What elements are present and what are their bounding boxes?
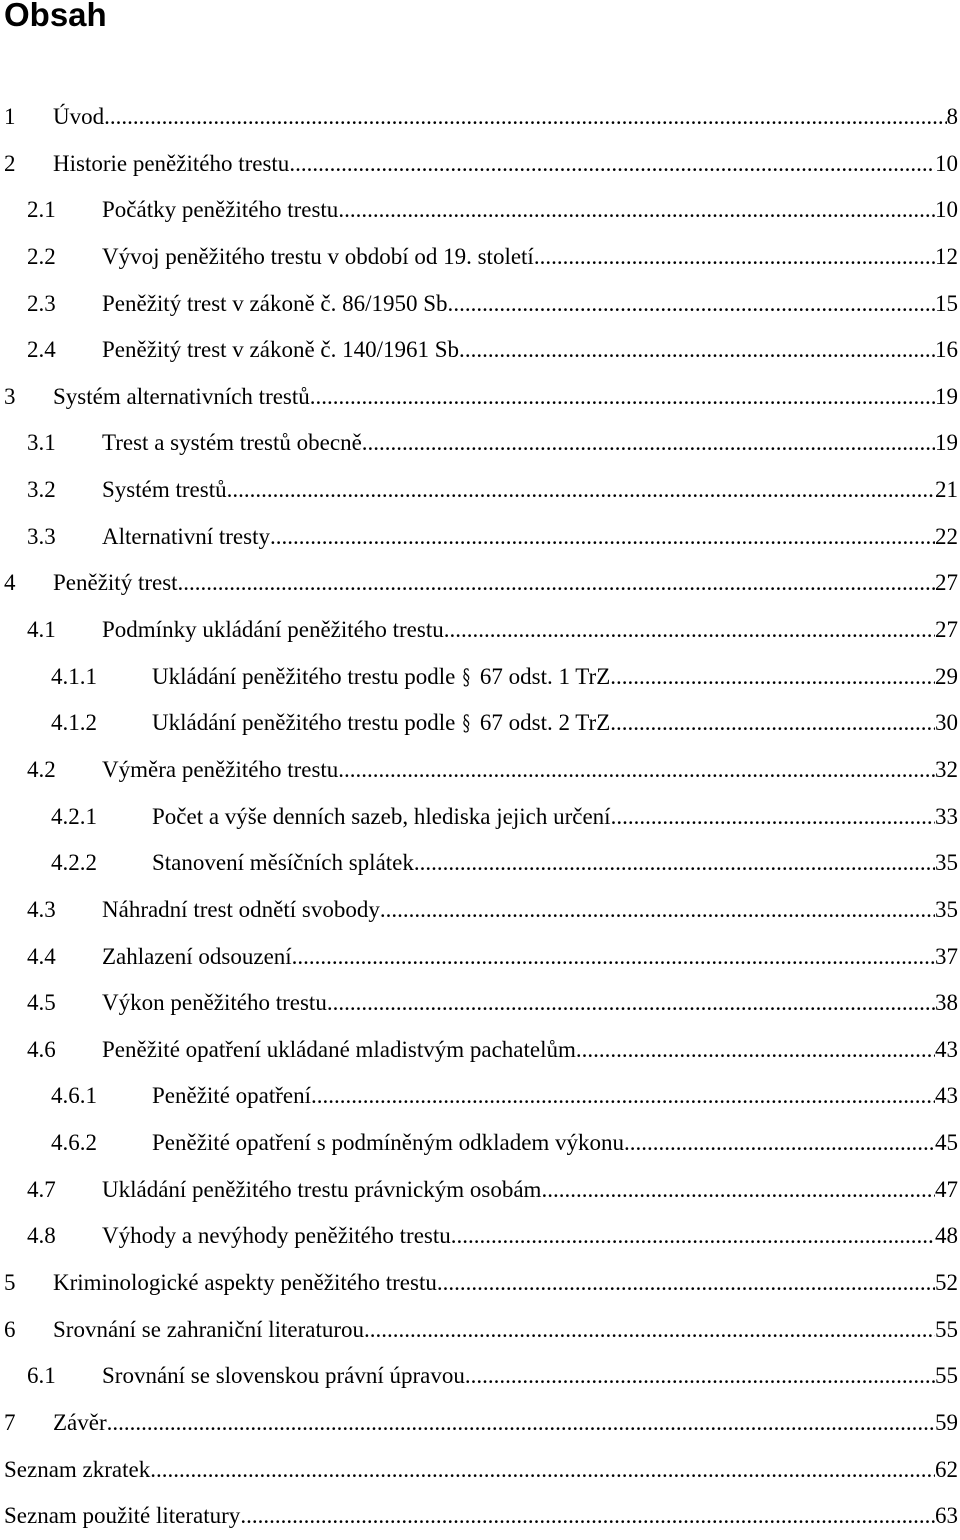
toc-entry[interactable]	[0, 654, 960, 701]
toc-entry-label: Peněžitý trest v zákoně č. 86/1950 Sb.	[102, 290, 454, 316]
toc-dot-leader	[444, 607, 935, 654]
toc-entry-label-part: 67 odst. 1 TrZ	[479, 663, 611, 689]
toc-entry-label: Vývoj peněžitého trestu v období od 19. století	[102, 243, 534, 269]
toc-entry-number: 4.1	[27, 617, 56, 643]
section-sign: §	[462, 664, 471, 689]
toc-entry[interactable]	[0, 607, 960, 654]
toc-entry[interactable]	[0, 1027, 960, 1074]
toc-entry-page: 37	[935, 943, 958, 969]
toc-entry-label: Výměra peněžitého trestu	[102, 756, 339, 782]
toc-dot-leader	[104, 94, 946, 141]
toc-entry-number: 4.6.1	[51, 1083, 97, 1109]
toc-entry-label: Peněžitý trest	[53, 570, 178, 596]
toc-entry-number: 2.2	[27, 243, 56, 269]
toc-dot-leader	[178, 560, 935, 607]
toc-entry[interactable]	[0, 980, 960, 1027]
toc-entry-page: 8	[946, 104, 958, 129]
toc-entry-number: 2	[4, 150, 16, 176]
toc-dot-leader	[610, 654, 935, 701]
toc-entry-label: Seznam použité literatury	[4, 1503, 241, 1529]
toc-dot-leader	[311, 1073, 935, 1120]
toc-entry-page: 12	[935, 243, 958, 269]
toc-entry-label: Výhody a nevýhody peněžitého trestu	[102, 1223, 451, 1249]
toc-entry-number: 4.8	[27, 1223, 56, 1249]
toc-dot-leader	[453, 281, 935, 328]
toc-entry[interactable]	[0, 700, 960, 747]
toc-entry-label: Kriminologické aspekty peněžitého trestu	[53, 1270, 437, 1296]
toc-entry-number: 4.5	[27, 990, 56, 1016]
toc-entry-number: 6.1	[27, 1363, 56, 1389]
toc-entry-label: Peněžité opatření ukládané mladistvým pachatelům	[102, 1036, 576, 1062]
toc-entry-label: Výkon peněžitého trestu	[102, 990, 327, 1016]
toc-entry-label: Podmínky ukládání peněžitého trestu	[102, 617, 444, 643]
toc-entry-label: Peněžitý trest v zákoně č. 140/1961 Sb.	[102, 337, 465, 363]
toc-entry-label: Stanovení měsíčních splátek	[152, 850, 414, 876]
toc-entry-number: 2.1	[27, 197, 56, 223]
toc-entry-label: Zahlazení odsouzení	[102, 943, 292, 969]
toc-entry[interactable]	[0, 1307, 960, 1354]
toc-entry[interactable]	[0, 1073, 960, 1120]
toc-entry-page: 32	[935, 756, 958, 782]
toc-entry-page: 35	[935, 850, 958, 876]
toc-entry-number: 4.1.1	[51, 663, 97, 689]
toc-entry-page: 10	[935, 150, 958, 176]
toc-entry-number: 4.6	[27, 1036, 56, 1062]
toc-entry[interactable]	[0, 94, 960, 141]
toc-entry-page: 55	[935, 1316, 958, 1342]
toc-entry[interactable]	[0, 1213, 960, 1260]
toc-entry[interactable]	[0, 1400, 960, 1447]
toc-entry-page: 27	[935, 617, 958, 643]
toc-entry[interactable]	[0, 794, 960, 841]
toc-entry-number: 4.2.2	[51, 850, 97, 876]
toc-dot-leader	[150, 1447, 935, 1494]
toc-entry[interactable]	[0, 281, 960, 328]
toc-entry-page: 19	[935, 430, 958, 456]
toc-entry[interactable]	[0, 840, 960, 887]
toc-entry-label	[152, 654, 610, 701]
toc-dot-leader	[227, 467, 935, 514]
toc-entry-page: 27	[935, 570, 958, 596]
toc-entry[interactable]	[0, 934, 960, 981]
toc-dot-leader	[465, 1353, 935, 1400]
toc-entry-number: 2.4	[27, 337, 56, 363]
toc-entry-page: 29	[935, 663, 958, 689]
toc-entry[interactable]	[0, 514, 960, 561]
toc-title: Obsah	[4, 0, 107, 33]
toc-entry[interactable]	[0, 1353, 960, 1400]
toc-entry[interactable]	[0, 1260, 960, 1307]
toc-entry-page: 43	[935, 1036, 958, 1062]
toc-entry[interactable]	[0, 560, 960, 607]
toc-entry[interactable]	[0, 187, 960, 234]
toc-entry-page: 45	[935, 1130, 958, 1156]
section-sign: §	[462, 711, 471, 736]
toc-entry[interactable]	[0, 1447, 960, 1494]
toc-entry-number: 4.4	[27, 943, 56, 969]
table-of-contents	[0, 94, 960, 1540]
toc-entry-number: 3.3	[27, 523, 56, 549]
toc-dot-leader	[541, 1167, 935, 1214]
toc-entry[interactable]	[0, 1120, 960, 1167]
toc-entry-label: Alternativní tresty	[102, 523, 270, 549]
toc-entry[interactable]	[0, 1493, 960, 1540]
toc-entry-label: Ukládání peněžitého trestu právnickým osobám	[102, 1176, 542, 1202]
toc-entry-label: Systém trestů	[102, 477, 227, 503]
toc-entry-number: 2.3	[27, 290, 56, 316]
toc-entry-page: 38	[935, 990, 958, 1016]
toc-dot-leader	[107, 1400, 935, 1447]
toc-entry-number: 3.1	[27, 430, 56, 456]
toc-entry-number: 1	[4, 104, 16, 129]
toc-entry[interactable]	[0, 747, 960, 794]
toc-entry-label: Srovnání se slovenskou právní úpravou	[102, 1363, 465, 1389]
toc-entry-page: 48	[935, 1223, 958, 1249]
toc-entry-page: 10	[935, 197, 958, 223]
toc-entry-number: 4.2	[27, 756, 56, 782]
toc-entry-label: Seznam zkratek	[4, 1456, 151, 1482]
toc-entry-page: 47	[935, 1176, 958, 1202]
toc-entry-page: 35	[935, 896, 958, 922]
toc-entry-label: Peněžité opatření s podmíněným odkladem výkonu	[152, 1130, 625, 1156]
toc-dot-leader	[338, 187, 935, 234]
toc-entry-page: 21	[935, 477, 958, 503]
toc-entry-page: 59	[935, 1409, 958, 1435]
toc-dot-leader	[534, 234, 935, 281]
toc-entry-label: Historie peněžitého trestu	[53, 150, 290, 176]
toc-entry-label: Závěr	[53, 1409, 107, 1435]
toc-dot-leader	[624, 1120, 935, 1167]
toc-dot-leader	[414, 840, 935, 887]
toc-entry-page: 52	[935, 1270, 958, 1296]
toc-dot-leader	[380, 887, 935, 934]
toc-entry-label	[152, 700, 610, 747]
toc-entry-label: Systém alternativních trestů	[53, 383, 310, 409]
toc-entry-number: 6	[4, 1316, 16, 1342]
toc-entry[interactable]	[0, 467, 960, 514]
toc-entry-label: Náhradní trest odnětí svobody	[102, 896, 380, 922]
toc-dot-leader	[610, 700, 935, 747]
toc-entry-label: Srovnání se zahraniční literaturou	[53, 1316, 365, 1342]
toc-entry-number: 4.1.2	[51, 710, 97, 736]
toc-entry-label: Peněžité opatření	[152, 1083, 312, 1109]
toc-dot-leader	[362, 420, 935, 467]
toc-entry[interactable]	[0, 1167, 960, 1214]
toc-entry-page: 16	[935, 337, 958, 363]
toc-entry-page: 62	[935, 1456, 958, 1482]
toc-dot-leader	[292, 934, 935, 981]
toc-entry[interactable]	[0, 141, 960, 188]
toc-entry[interactable]	[0, 327, 960, 374]
toc-dot-leader	[310, 374, 935, 421]
toc-entry-label-part: Ukládání peněžitého trestu podle	[152, 663, 456, 689]
toc-entry-number: 4.7	[27, 1176, 56, 1202]
toc-entry-page: 22	[935, 523, 958, 549]
toc-entry-number: 4.2.1	[51, 803, 97, 829]
toc-entry[interactable]	[0, 234, 960, 281]
toc-dot-leader	[465, 327, 935, 374]
toc-dot-leader	[338, 747, 935, 794]
toc-dot-leader	[289, 141, 935, 188]
toc-entry-number: 4	[4, 570, 16, 596]
toc-entry-number: 4.6.2	[51, 1130, 97, 1156]
toc-entry-label-part: Ukládání peněžitého trestu podle	[152, 710, 456, 736]
toc-dot-leader	[364, 1307, 935, 1354]
toc-entry-label: Trest a systém trestů obecně	[102, 430, 362, 456]
toc-entry[interactable]	[0, 420, 960, 467]
toc-dot-leader	[240, 1493, 935, 1540]
toc-dot-leader	[611, 794, 935, 841]
toc-entry-label-part: 67 odst. 2 TrZ	[479, 710, 611, 736]
toc-entry-page: 19	[935, 383, 958, 409]
toc-dot-leader	[327, 980, 935, 1027]
toc-entry-number: 4.3	[27, 896, 56, 922]
toc-entry-page: 33	[935, 803, 958, 829]
toc-dot-leader	[437, 1260, 935, 1307]
toc-entry-number: 5	[4, 1270, 16, 1296]
toc-dot-leader	[451, 1213, 935, 1260]
toc-dot-leader	[270, 514, 935, 561]
toc-entry[interactable]	[0, 887, 960, 934]
toc-entry-label: Úvod	[53, 104, 105, 129]
toc-entry-page: 63	[935, 1503, 958, 1529]
toc-dot-leader	[576, 1027, 935, 1074]
toc-entry[interactable]	[0, 374, 960, 421]
toc-entry-label: Počátky peněžitého trestu	[102, 197, 339, 223]
toc-entry-page: 55	[935, 1363, 958, 1389]
toc-entry-label: Počet a výše denních sazeb, hlediska jejich určení	[152, 803, 611, 829]
toc-entry-page: 15	[935, 290, 958, 316]
toc-entry-number: 7	[4, 1409, 16, 1435]
toc-entry-number: 3.2	[27, 477, 56, 503]
toc-entry-page: 30	[935, 710, 958, 736]
toc-entry-page: 43	[935, 1083, 958, 1109]
toc-entry-number: 3	[4, 383, 16, 409]
